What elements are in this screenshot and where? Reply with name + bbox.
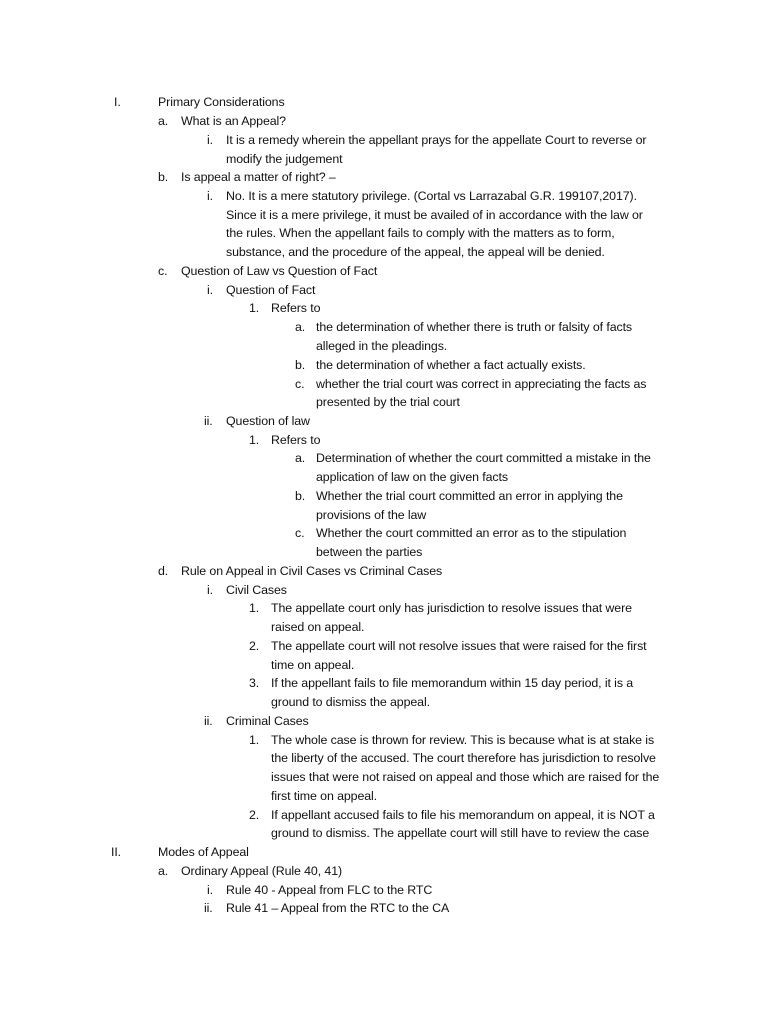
list-item-text: whether the trial court was correct in appreciating the facts as [316, 377, 647, 391]
list-item [0, 806, 768, 824]
list-marker: 1. [249, 301, 260, 315]
list-item [0, 862, 768, 880]
list-marker: i. [207, 883, 213, 897]
list-item-text: Criminal Cases [226, 714, 309, 728]
list-item-text: Is appeal a matter of right? – [181, 170, 336, 184]
list-marker: d. [158, 564, 169, 578]
list-item-text: Whether the trial court committed an error in applying the [316, 489, 623, 503]
list-item-text: The whole case is thrown for review. This is because what is at stake is [271, 733, 655, 747]
list-item-continuation: issues that were not raised on appeal and those which are raised for the [271, 770, 660, 784]
list-item [0, 524, 768, 542]
list-item [0, 562, 768, 580]
list-item [0, 712, 768, 730]
list-marker: i. [207, 133, 213, 147]
list-item-continuation: alleged in the pleadings. [316, 339, 448, 353]
list-item [0, 599, 768, 617]
list-item-continuation: time on appeal. [271, 658, 355, 672]
list-item-text: the determination of whether there is truth or falsity of facts [316, 320, 633, 334]
list-item-text: Rule 40 - Appeal from FLC to the RTC [226, 883, 433, 897]
list-item-continuation: provisions of the law [316, 508, 427, 522]
list-item [0, 674, 768, 692]
list-item-text: If appellant accused fails to file his memorandum on appeal, it is NOT a [271, 808, 655, 822]
list-marker: 2. [249, 808, 260, 822]
list-item-text: The appellate court will not resolve issues that were raised for the first [271, 639, 647, 653]
list-item-text: Whether the court committed an error as to the stipulation [316, 526, 627, 540]
list-marker: b. [158, 170, 169, 184]
list-item-text: No. It is a mere statutory privilege. (Cortal vs Larrazabal G.R. 199107,2017). [226, 189, 637, 203]
list-marker: i. [207, 583, 213, 597]
list-marker: c. [295, 526, 305, 540]
list-item [0, 412, 768, 430]
list-marker: II. [111, 845, 122, 859]
list-item-text: Rule on Appeal in Civil Cases vs Criminal Cases [181, 564, 443, 578]
list-item-continuation: the rules. When the appellant fails to comply with the matters as to form, [226, 226, 615, 240]
list-item-text: If the appellant fails to file memorandum within 15 day period, it is a [271, 676, 634, 690]
list-marker: ii. [204, 901, 213, 915]
list-marker: b. [295, 489, 306, 503]
list-marker: 1. [249, 733, 260, 747]
list-item [0, 637, 768, 655]
list-item [0, 487, 768, 505]
list-item [0, 581, 768, 599]
list-item-text: the determination of whether a fact actually exists. [316, 358, 586, 372]
list-item-text: Ordinary Appeal (Rule 40, 41) [181, 864, 343, 878]
list-item [0, 318, 768, 336]
list-item [0, 731, 768, 749]
list-item [0, 431, 768, 449]
list-item-text: Question of Law vs Question of Fact [181, 264, 378, 278]
list-item [0, 375, 768, 393]
list-item-text: What is an Appeal? [181, 114, 286, 128]
list-item [0, 881, 768, 899]
list-item-text: Question of law [226, 414, 310, 428]
list-marker: a. [295, 451, 306, 465]
list-item [0, 299, 768, 317]
list-marker: a. [158, 114, 169, 128]
list-marker: b. [295, 358, 306, 372]
list-item [0, 356, 768, 374]
list-item [0, 168, 768, 186]
list-item [0, 112, 768, 130]
list-item-continuation: modify the judgement [226, 152, 343, 166]
list-item [0, 262, 768, 280]
list-item-continuation: first time on appeal. [271, 789, 378, 803]
list-item-text: It is a remedy wherein the appellant prays for the appellate Court to reverse or [226, 133, 647, 147]
section-heading [0, 843, 768, 861]
list-item [0, 281, 768, 299]
list-marker: i. [207, 189, 213, 203]
list-item-continuation: application of law on the given facts [316, 470, 508, 484]
list-marker: a. [158, 864, 169, 878]
list-item-text: Rule 41 – Appeal from the RTC to the CA [226, 901, 450, 915]
list-item-continuation: the liberty of the accused. The court therefore has jurisdiction to resolve [271, 751, 656, 765]
list-marker: a. [295, 320, 306, 334]
list-item [0, 187, 768, 205]
list-item-continuation: substance, and the procedure of the appeal, the appeal will be denied. [226, 245, 605, 259]
list-marker: I. [114, 95, 121, 109]
list-item-text: Refers to [271, 301, 321, 315]
section-title: Primary Considerations [158, 95, 285, 109]
section-heading [0, 93, 768, 111]
list-marker: 1. [249, 433, 260, 447]
list-marker: 1. [249, 601, 260, 615]
list-marker: c. [295, 377, 305, 391]
list-marker: ii. [204, 414, 213, 428]
list-item-continuation: Since it is a mere privilege, it must be availed of in accordance with the law or [226, 208, 643, 222]
list-marker: 3. [249, 676, 260, 690]
section-title: Modes of Appeal [158, 845, 249, 859]
list-marker: 2. [249, 639, 260, 653]
list-item-text: The appellate court only has jurisdiction to resolve issues that were [271, 601, 632, 615]
list-marker: i. [207, 283, 213, 297]
list-item-text: Refers to [271, 433, 321, 447]
list-item-continuation: presented by the trial court [316, 395, 460, 409]
list-item-continuation: raised on appeal. [271, 620, 365, 634]
list-item [0, 449, 768, 467]
list-item-text: Determination of whether the court committed a mistake in the [316, 451, 651, 465]
list-item-continuation: between the parties [316, 545, 423, 559]
list-item-text: Question of Fact [226, 283, 316, 297]
list-marker: c. [158, 264, 168, 278]
list-item [0, 899, 768, 917]
list-item-continuation: ground to dismiss the appeal. [271, 695, 430, 709]
list-item-continuation: ground to dismiss. The appellate court will still have to review the case [271, 826, 650, 840]
list-item [0, 131, 768, 149]
list-item-text: Civil Cases [226, 583, 287, 597]
list-marker: ii. [204, 714, 213, 728]
